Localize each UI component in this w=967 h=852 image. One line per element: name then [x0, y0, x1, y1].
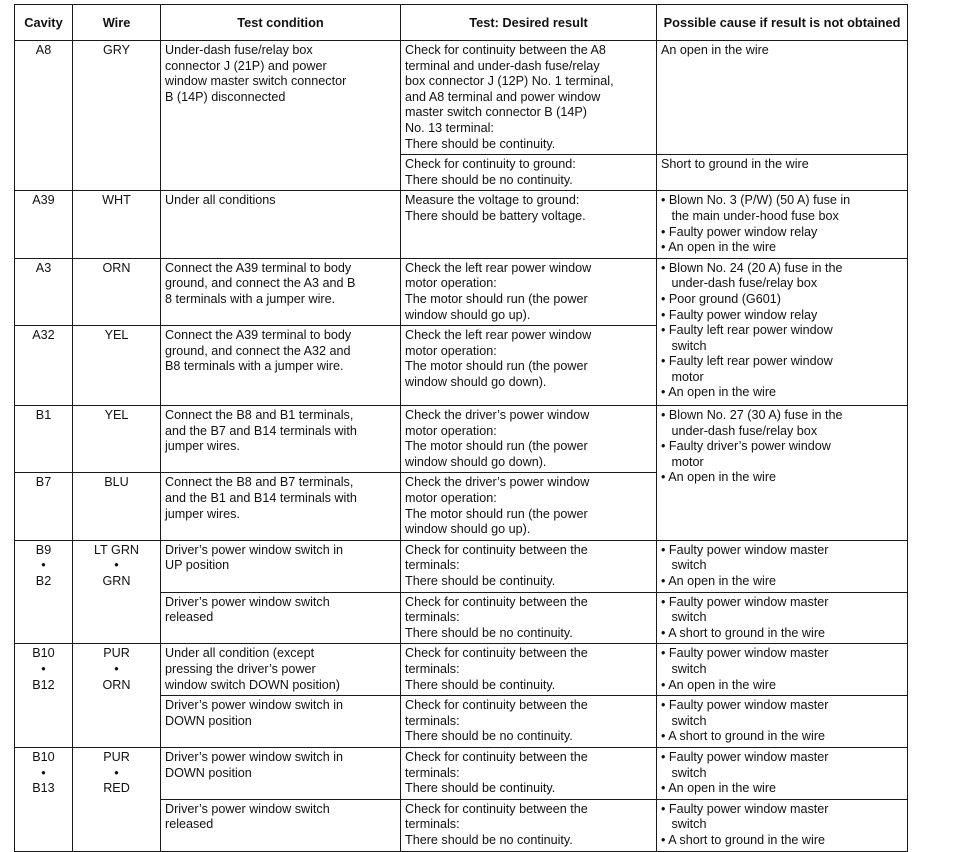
cell-text-line: B2 — [35, 574, 52, 589]
cell-text-line: B1 — [35, 408, 52, 423]
wire-cell — [73, 644, 161, 748]
cell-text-line: Short to ground in the wire — [661, 157, 809, 172]
cell-text-line: Driver’s power window switch in — [165, 542, 344, 557]
cell-text-line: motor operation: — [405, 491, 497, 506]
cell-text-line: switch — [661, 558, 707, 573]
cell-text-line: Driver’s power window switch in — [165, 698, 344, 713]
result-cell — [401, 799, 657, 851]
cell-text-line: connector J (21P) and power — [165, 58, 327, 73]
cell-text-line: There should be continuity. — [405, 781, 556, 796]
cell-text-line: B13 — [32, 781, 55, 796]
cell-text-line: • A short to ground in the wire — [661, 625, 826, 640]
cell-text-line: switch — [661, 713, 707, 728]
result-cell — [401, 592, 657, 644]
cell-text-line: • Blown No. 27 (30 A) fuse in the — [661, 408, 843, 423]
cell-text-line: • Faulty left rear power window — [661, 323, 833, 338]
cell-text-line: PUR — [103, 749, 130, 764]
troubleshooting-table — [14, 4, 907, 847]
cause-cell — [657, 191, 908, 258]
cell-text-line: Check the driver’s power window — [405, 408, 590, 423]
cell-text-line: and A8 terminal and power window — [405, 89, 601, 104]
table-row — [15, 540, 908, 592]
cell-text-line: • A short to ground in the wire — [661, 729, 826, 744]
cell-text-line: Check for continuity between the — [405, 801, 588, 816]
result-cell — [401, 747, 657, 799]
cell-text-line: box connector J (12P) No. 1 terminal, — [405, 74, 614, 89]
result-cell — [401, 155, 657, 191]
cell-text-line: GRY — [102, 43, 131, 57]
header-desired-result: Test: Desired result — [401, 5, 657, 41]
cell-text-line: ORN — [102, 677, 131, 692]
cell-text-line: ground, and connect the A3 and B — [165, 276, 356, 291]
cell-text-line: under-dash fuse/relay box — [661, 423, 818, 438]
cell-text-line: YEL — [104, 328, 129, 343]
cell-text-line: A32 — [32, 328, 55, 343]
cause-cell — [657, 696, 908, 748]
cell-text-line: switch — [661, 662, 707, 676]
cell-text-line: • Blown No. 24 (20 A) fuse in the — [661, 260, 843, 275]
cause-cell — [657, 155, 908, 191]
cell-text-line: There should be no continuity. — [405, 729, 573, 744]
cell-text-line: B9 — [35, 542, 52, 557]
cell-text-line: switch — [661, 765, 707, 780]
cell-text-line: Driver’s power window switch — [165, 594, 330, 609]
cell-text-line: motor — [661, 454, 704, 469]
cell-text-line: There should be battery voltage. — [405, 208, 586, 223]
cell-text-line: motor operation: — [405, 423, 497, 438]
cause-cell — [657, 258, 908, 405]
cell-text-line: Check the left rear power window — [405, 260, 592, 275]
cell-text-line: released — [165, 817, 214, 832]
cell-text-line: There should be no continuity. — [405, 172, 573, 187]
result-cell — [401, 191, 657, 258]
cell-text-line: B (14P) disconnected — [165, 89, 286, 104]
cell-text-line: • Faulty power window master — [661, 594, 829, 609]
cell-text-line: switch — [661, 817, 707, 832]
cell-text-line: motor operation: — [405, 343, 497, 358]
cell-text-line: Check for continuity between the — [405, 594, 588, 609]
cavity-cell — [15, 41, 73, 191]
cell-text-line: • An open in the wire — [661, 470, 777, 485]
cell-text-line: PUR — [103, 646, 130, 661]
cavity-cell — [15, 644, 73, 748]
cell-text-line: • Faulty power window relay — [661, 307, 818, 322]
cell-text-line: • An open in the wire — [661, 385, 777, 400]
result-cell — [401, 644, 657, 696]
condition-cell — [161, 41, 401, 191]
cell-text-line: A3 — [35, 260, 52, 275]
cell-text-line: window master switch connector — [165, 74, 347, 89]
cell-text-line: jumper wires. — [165, 506, 240, 521]
result-cell — [401, 41, 657, 155]
result-cell — [401, 473, 657, 540]
cell-text-line: Measure the voltage to ground: — [405, 193, 580, 208]
cell-text-line: A39 — [32, 193, 55, 208]
cell-text-line: Driver’s power window switch — [165, 801, 330, 816]
condition-cell — [161, 406, 401, 473]
cell-text-line: The motor should run (the power — [405, 291, 588, 306]
cell-text-line: Connect the B8 and B7 terminals, — [165, 475, 354, 490]
table-row — [15, 644, 908, 696]
result-cell — [401, 406, 657, 473]
cell-text-line: GRN — [102, 574, 131, 589]
cell-text-line: Under-dash fuse/relay box — [165, 43, 313, 57]
cell-text-line: UP position — [165, 558, 230, 573]
cell-text-line: Connect the A39 terminal to body — [165, 328, 352, 343]
cell-text-line: switch — [661, 338, 707, 353]
cause-cell — [657, 644, 908, 696]
cell-text-line: Check the left rear power window — [405, 328, 592, 343]
cavity-cell — [15, 258, 73, 325]
table-row — [15, 41, 908, 155]
cell-text-line: • Faulty power window relay — [661, 224, 818, 239]
cell-text-line: • Blown No. 3 (P/W) (50 A) fuse in — [661, 193, 851, 208]
cell-text-line: YEL — [104, 408, 129, 423]
result-cell — [401, 696, 657, 748]
cell-text-line: • — [41, 662, 46, 676]
cavity-cell — [15, 473, 73, 540]
cell-text-line: Check for continuity to ground: — [405, 157, 576, 172]
cell-text-line: A8 — [35, 43, 52, 57]
condition-cell — [161, 592, 401, 644]
cell-text-line: Check for continuity between the — [405, 698, 588, 713]
cell-text-line: • An open in the wire — [661, 781, 777, 796]
wire-cell — [73, 326, 161, 406]
cavity-cell — [15, 191, 73, 258]
result-cell — [401, 326, 657, 406]
cell-text-line: • Faulty power window master — [661, 646, 829, 661]
cavity-cell — [15, 406, 73, 473]
condition-cell — [161, 747, 401, 799]
cell-text-line: WHT — [102, 193, 131, 208]
cell-text-line: Connect the B8 and B1 terminals, — [165, 408, 354, 423]
cause-cell — [657, 592, 908, 644]
cell-text-line: terminals: — [405, 610, 460, 625]
cell-text-line: window should go up). — [405, 522, 531, 537]
result-cell — [401, 258, 657, 325]
cell-text-line: • — [41, 558, 46, 573]
cell-text-line: • Faulty power window master — [661, 749, 829, 764]
wire-cell — [73, 747, 161, 851]
cause-cell — [657, 406, 908, 541]
header-cavity: Cavity — [15, 5, 73, 41]
cell-text-line: terminals: — [405, 765, 460, 780]
cell-text-line: • Faulty left rear power window — [661, 354, 833, 369]
cell-text-line: • Poor ground (G601) — [661, 291, 781, 306]
wire-cell — [73, 41, 161, 191]
cell-text-line: switch — [661, 610, 707, 625]
condition-cell — [161, 644, 401, 696]
condition-cell — [161, 258, 401, 325]
table-row — [15, 747, 908, 799]
cell-text-line: • A short to ground in the wire — [661, 832, 826, 847]
cell-text-line: There should be continuity. — [405, 574, 556, 589]
cause-cell — [657, 540, 908, 592]
cell-text-line: The motor should run (the power — [405, 506, 588, 521]
cell-text-line: Check for continuity between the — [405, 749, 588, 764]
cell-text-line: • Faulty driver’s power window — [661, 439, 831, 454]
condition-cell — [161, 540, 401, 592]
cell-text-line: No. 13 terminal: — [405, 120, 494, 135]
cell-text-line: • Faulty power window master — [661, 698, 829, 713]
cell-text-line: DOWN position — [165, 765, 252, 780]
cell-text-line: BLU — [104, 475, 129, 490]
header-possible-cause: Possible cause if result is not obtained — [657, 5, 908, 41]
header-wire: Wire — [73, 5, 161, 41]
cell-text-line: • Faulty power window master — [661, 542, 829, 557]
cell-text-line: Under all condition (except — [165, 646, 315, 661]
cell-text-line: • An open in the wire — [661, 574, 777, 589]
condition-cell — [161, 326, 401, 406]
header-test-condition: Test condition — [161, 5, 401, 41]
cell-text-line: There should be no continuity. — [405, 625, 573, 640]
cell-text-line: • An open in the wire — [661, 677, 777, 692]
condition-cell — [161, 799, 401, 851]
cell-text-line: motor — [661, 369, 704, 384]
cell-text-line: Under all conditions — [165, 193, 276, 208]
condition-cell — [161, 696, 401, 748]
cell-text-line: LT GRN — [93, 542, 140, 557]
result-cell — [401, 540, 657, 592]
cell-text-line: DOWN position — [165, 713, 252, 728]
condition-cell — [161, 473, 401, 540]
cell-text-line: Check the driver’s power window — [405, 475, 590, 490]
cell-text-line: motor operation: — [405, 276, 497, 291]
wire-cell — [73, 473, 161, 540]
cavity-cell — [15, 540, 73, 644]
cell-text-line: window should go up). — [405, 307, 531, 322]
header-row — [15, 5, 908, 41]
cell-text-line: • — [114, 662, 119, 676]
cavity-cell — [15, 326, 73, 406]
cell-text-line: • — [114, 765, 119, 780]
cell-text-line: RED — [103, 781, 130, 796]
cell-text-line: B12 — [32, 677, 55, 692]
cause-cell — [657, 799, 908, 851]
cell-text-line: ground, and connect the A32 and — [165, 343, 351, 358]
cell-text-line: • — [41, 765, 46, 780]
cell-text-line: master switch connector B (14P) — [405, 105, 587, 120]
cell-text-line: B8 terminals with a jumper wire. — [165, 359, 344, 374]
cell-text-line: The motor should run (the power — [405, 359, 588, 374]
cell-text-line: There should be continuity. — [405, 677, 556, 692]
cell-text-line: pressing the driver’s power — [165, 662, 316, 676]
cell-text-line: terminals: — [405, 558, 460, 573]
wire-cell — [73, 191, 161, 258]
cell-text-line: Check for continuity between the A8 — [405, 43, 606, 57]
table-row — [15, 258, 908, 325]
cavity-cell — [15, 747, 73, 851]
cell-text-line: under-dash fuse/relay box — [661, 276, 818, 291]
cell-text-line: B7 — [35, 475, 52, 490]
cell-text-line: 8 terminals with a jumper wire. — [165, 291, 336, 306]
cell-text-line: window should go down). — [405, 374, 547, 389]
cause-cell — [657, 41, 908, 155]
cell-text-line: B10 — [32, 646, 55, 661]
cell-text-line: and the B1 and B14 terminals with — [165, 491, 357, 506]
cell-text-line: • An open in the wire — [661, 240, 777, 255]
cell-text-line: window should go down). — [405, 454, 547, 469]
cell-text-line: window switch DOWN position) — [165, 677, 340, 692]
cell-text-line: terminals: — [405, 817, 460, 832]
cell-text-line: Check for continuity between the — [405, 646, 588, 661]
cell-text-line: There should be no continuity. — [405, 832, 573, 847]
table-row — [15, 191, 908, 258]
cause-cell — [657, 747, 908, 799]
table-row — [15, 406, 908, 473]
cell-text-line: • Faulty power window master — [661, 801, 829, 816]
cell-text-line: There should be continuity. — [405, 136, 556, 151]
cell-text-line: terminal and under-dash fuse/relay — [405, 58, 600, 73]
cell-text-line: ORN — [102, 260, 131, 275]
cell-text-line: jumper wires. — [165, 439, 240, 454]
cell-text-line: the main under-hood fuse box — [661, 208, 839, 223]
cell-text-line: The motor should run (the power — [405, 439, 588, 454]
condition-cell — [161, 191, 401, 258]
cell-text-line: • — [114, 558, 119, 573]
cell-text-line: released — [165, 610, 214, 625]
cell-text-line: terminals: — [405, 713, 460, 728]
wire-cell — [73, 258, 161, 325]
cell-text-line: Driver’s power window switch in — [165, 749, 344, 764]
cell-text-line: terminals: — [405, 662, 460, 676]
wire-cell — [73, 540, 161, 644]
cell-text-line: Connect the A39 terminal to body — [165, 260, 352, 275]
wire-cell — [73, 406, 161, 473]
cell-text-line: and the B7 and B14 terminals with — [165, 423, 357, 438]
cell-text-line: B10 — [32, 749, 55, 764]
cell-text-line: Check for continuity between the — [405, 542, 588, 557]
cell-text-line: An open in the wire — [661, 43, 769, 57]
